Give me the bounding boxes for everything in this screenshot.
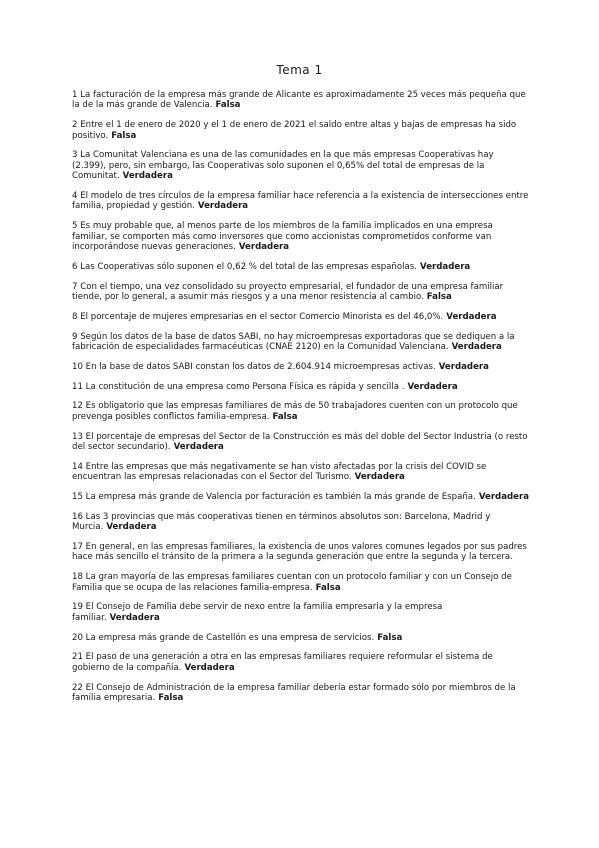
list-item bbox=[72, 282, 530, 303]
statement-text: 19 El Consejo de Familia debe servir de nexo entre la familia empresaria y la empresa familiar. bbox=[72, 602, 443, 623]
answer-label: Verdadera bbox=[238, 242, 290, 253]
answer-label: Falsa bbox=[426, 292, 452, 303]
answer-label: Verdadera bbox=[106, 522, 157, 533]
statement-text: 10 En la base de datos SABI constan los datos de 2.604.914 microempresas activas. bbox=[72, 361, 436, 372]
list-item bbox=[72, 221, 530, 252]
answer-label: Verdadera bbox=[354, 472, 405, 483]
list-item bbox=[72, 120, 530, 141]
answer-label: Falsa bbox=[111, 130, 137, 141]
list-item bbox=[72, 90, 530, 111]
statement-text: 12 Es obligatorio que las empresas familiares de más de 50 trabajadores cuenten con un protocolo que prevenga posibles conflictos familia-empresa. bbox=[72, 401, 518, 422]
list-item bbox=[72, 512, 530, 533]
list-item bbox=[72, 362, 530, 372]
answer-label: Verdadera bbox=[184, 662, 235, 673]
statement-text: 7 Con el tiempo, una vez consolidado su proyecto empresarial, el fundador de una empresa familiar tiende, por lo general, a asumir más riesgos y a una menor resistencia al cambio. bbox=[72, 281, 504, 303]
list-item bbox=[72, 382, 530, 392]
statement-text: 6 Las Cooperativas sólo suponen el 0,62 % del total de las empresas españolas. bbox=[72, 261, 418, 272]
page-title: Tema 1 bbox=[276, 63, 323, 77]
list-item bbox=[72, 602, 530, 623]
list-item bbox=[72, 312, 530, 322]
list-item bbox=[72, 432, 530, 453]
answer-label: Falsa bbox=[315, 582, 341, 593]
list-item bbox=[72, 191, 530, 212]
answer-label: Verdadera bbox=[478, 492, 530, 503]
list-item bbox=[72, 462, 530, 483]
list-item bbox=[72, 572, 530, 593]
answer-label: Verdadera bbox=[420, 261, 471, 272]
answer-label: Falsa bbox=[377, 632, 403, 643]
statement-text: 2 Entre el 1 de enero de 2020 y el 1 de enero de 2021 el saldo entre altas y bajas de empresas ha sido positivo. bbox=[72, 120, 517, 141]
statement-text: 14 Entre las empresas que más negativamente se han visto afectadas por la crisis del COVID se encuentran las empresas relacionadas con el Sector del Turismo. bbox=[72, 461, 487, 483]
statement-text: 4 El modelo de tres círculos de la empresa familiar hace referencia a la existencia de intersecciones entre familia, propiedad y gestión. bbox=[72, 191, 529, 212]
statement-text: 15 La empresa más grande de Valencia por facturación es también la más grande de España. bbox=[72, 492, 476, 503]
question-list bbox=[72, 90, 530, 713]
statement-text: 1 La facturación de la empresa más grande de Alicante es aproximadamente 25 veces más pequeña que la de la más grande de Valencia. bbox=[72, 90, 526, 111]
list-item bbox=[72, 633, 530, 643]
statement-text: 22 El Consejo de Administración de la empresa familiar debería estar formado sólo por miembros de la familia empresaria. bbox=[72, 682, 516, 704]
answer-label: Verdadera bbox=[438, 361, 489, 372]
answer-label: Verdadera bbox=[451, 342, 502, 353]
answer-label: Verdadera bbox=[197, 201, 249, 212]
answer-label: Falsa bbox=[215, 100, 241, 111]
statement-text: 11 La constitución de una empresa como Persona Física es rápida y sencilla . bbox=[72, 381, 405, 392]
answer-label: Falsa bbox=[158, 693, 184, 704]
list-item bbox=[72, 401, 530, 422]
answer-label: Verdadera bbox=[122, 171, 173, 182]
list-item bbox=[72, 262, 530, 272]
statement-text: 16 Las 3 provincias que más cooperativas tienen en términos absolutos son: Barcelona, Madrid y Murcia. bbox=[72, 511, 491, 533]
statement-text: 21 El paso de una generación a otra en las empresas familiares requiere reformular el sistema de gobierno de la compañía. bbox=[72, 652, 493, 673]
list-item bbox=[72, 150, 530, 181]
statement-text: 18 La gran mayoría de las empresas familiares cuentan con un protocolo familiar y con un Consejo de Familia que se ocupa de las relaciones familia-empresa. bbox=[72, 572, 512, 593]
answer-label: Falsa bbox=[272, 411, 298, 422]
answer-label: Verdadera bbox=[407, 381, 458, 392]
answer-label: Verdadera bbox=[446, 311, 497, 322]
statement-text: 9 Según los datos de la base de datos SABI, no hay microempresas exportadoras que se dediquen a la fabricación de especialidades farmacéuticas (CNAE 2120) en la Comunidad Valenciana. bbox=[72, 331, 515, 353]
list-item bbox=[72, 542, 530, 563]
statement-text: 17 En general, en las empresas familiares, la existencia de unos valores comunes legados por sus padres hace más sencillo el tránsito de la primera a la segunda generación que entre la segunda y la tercera. bbox=[72, 542, 527, 563]
statement-text: 3 La Comunitat Valenciana es una de las comunidades en la que más empresas Cooperativas hay (2.399), pero, sin embargo, las Cooperativas solo suponen el 0,65% del total de empresas de la Comunitat. bbox=[72, 150, 494, 182]
list-item bbox=[72, 683, 530, 704]
statement-text: 5 Es muy probable que, al menos parte de los miembros de la familia implicados en una empresa familiar, se comporten más como inversores que como accionistas comprometidos conforme van incorporándose nuevas generaciones. bbox=[72, 221, 493, 253]
statement-text: 8 El porcentaje de mujeres empresarias en el sector Comercio Minorista es del 46,0%. bbox=[72, 311, 444, 322]
answer-label: Verdadera bbox=[109, 612, 160, 623]
statement-text: 20 La empresa más grande de Castellón es una empresa de servicios. bbox=[72, 632, 375, 643]
statement-text: 13 El porcentaje de empresas del Sector de la Construcción es más del doble del Sector Industria (o resto del sector secundario). bbox=[72, 431, 528, 453]
list-item bbox=[72, 492, 530, 502]
answer-label: Verdadera bbox=[173, 442, 224, 453]
list-item bbox=[72, 332, 530, 353]
list-item bbox=[72, 652, 530, 673]
